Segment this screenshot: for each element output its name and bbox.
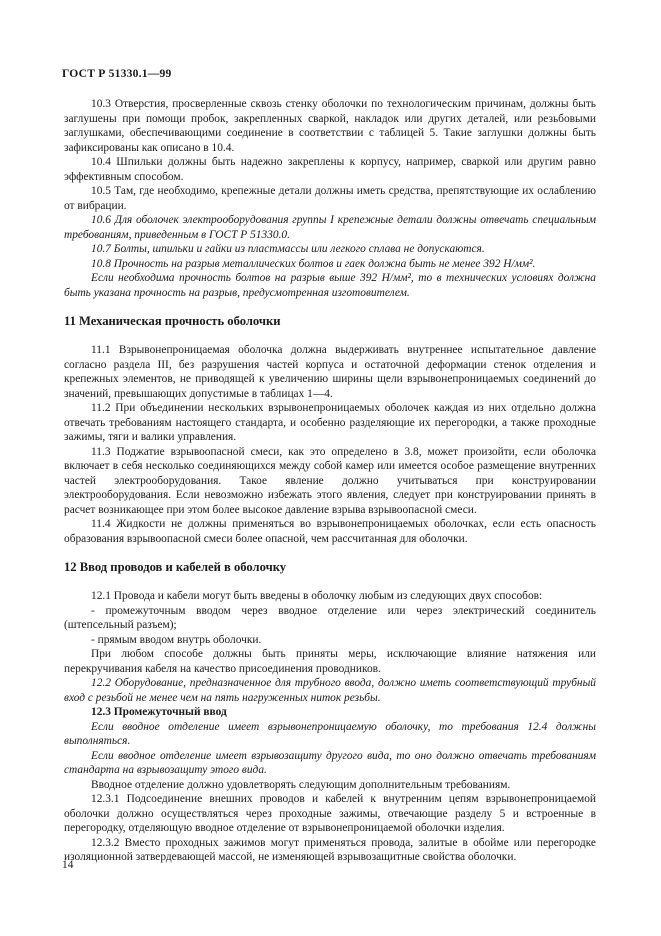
subsection-12-3-title: 12.3 Промежуточный ввод xyxy=(91,706,227,718)
paragraph-10-4: 10.4 Шпильки должны быть надежно закреплены к корпусу, например, сваркой или другим равно эффективным способом. xyxy=(64,156,596,183)
paragraph-11-3: 11.3 Поджатие взрывоопасной смеси, как это определено в 3.8, может произойти, если оболочка включает в себя несколько соединяющихся между собой камер или имеется особое размещение внутренних частей электрооборудования. Такое явление должно учитываться при конструировании электрооборудования. Если невозможно избежать этого явления, следует при конструировании принять в расчет возникающее при этом более высокое давление взрыва взрывоопасной смеси. xyxy=(64,445,596,516)
paragraph-12-3-1: 12.3.1 Подсоединение внешних проводов и кабелей к внутренним цепям взрывонепроницаемой оболочки должно осуществляться через проходные зажимы, отвечающие разделу 5 и встроенные в перегородку, отделяющую вводное отделение от взрывонепроницаемой оболочки изделия. xyxy=(64,793,596,834)
paragraph-12-3-2: 12.3.2 Вместо проходных зажимов могут применяться провода, залитые в обойме или перегородке изоляционной затвердевающей массой, не изменяющей взрывозащитные свойства оболочки. xyxy=(64,836,596,863)
paragraph-10-6: 10.6 Для оболочек электрооборудования группы I крепежные детали должны отвечать специальным требованиям, приведенным в ГОСТ Р 51330.0. xyxy=(64,214,596,241)
paragraph-12-1-item-b: - прямым вводом внутрь оболочки. xyxy=(91,633,262,646)
body-text xyxy=(64,97,596,865)
paragraph-10-7: 10.7 Болты, шпильки и гайки из пластмассы или легкого сплава не допускаются. xyxy=(91,243,485,255)
paragraph-11-2: 11.2 При объединении нескольких взрывонепроницаемых оболочек каждая из них отдельно должна отвечать требованиям настоящего стандарта, и особенно разделяющие их перегородки, а также проходные зажимы, тяги и валики управления. xyxy=(64,402,596,443)
paragraph-10-3: 10.3 Отверстия, просверленные сквозь стенку оболочки по технологическим причинам, должны быть заглушены при помощи пробок, закрепленных сваркой, накладок или других деталей, или резьбовыми заглушками, обеспечивающими соединение в соответствии с таблицей 5. Такие заглушки должны быть зафиксированы как описано в 10.4. xyxy=(64,98,596,154)
document-id: ГОСТ Р 51330.1—99 xyxy=(62,67,172,80)
paragraph-10-8: 10.8 Прочность на разрыв металлических болтов и гаек должна быть не менее 392 Н/мм². xyxy=(91,257,536,270)
page-number: 14 xyxy=(62,859,74,871)
paragraph-10-8-note: Если необходима прочность болтов на разрыв выше 392 Н/мм², то в технических условиях должна быть указана прочность на разрыв, предусмотренная изготовителем. xyxy=(64,272,596,299)
paragraph-12-3-c: Вводное отделение должно удовлетворять следующим дополнительным требованиям. xyxy=(91,778,511,791)
paragraph-10-5: 10.5 Там, где необходимо, крепежные детали должны иметь средства, препятствующие их ослаблению от вибрации. xyxy=(64,185,596,212)
paragraph-12-1-note: При любом способе должны быть приняты меры, исключающие влияние натяжения или перекручивания кабеля на качество присоединения проводников. xyxy=(64,648,596,675)
paragraph-11-1: 11.1 Взрывонепроницаемая оболочка должна выдерживать внутреннее испытательное давление согласно раздела III, без разрушения частей корпуса и остаточной деформации стенок отделения и крепежных элементов, не приводящей к увеличению ширины щели взрывонепроницаемых соединений до значений, превышающих допустимые в таблицах 1—4. xyxy=(64,344,596,400)
paragraph-12-2: 12.2 Оборудование, предназначенное для трубного ввода, должно иметь соответствующий трубный вход с резьбой не менее чем на пять нагруженных ниток резьбы. xyxy=(64,677,596,704)
paragraph-11-4: 11.4 Жидкости не должны применяться во взрывонепроницаемых оболочках, если есть опасность образования взрывоопасной смеси более опасной, чем рассчитанная для оболочки. xyxy=(64,518,596,545)
paragraph-12-3-b: Если вводное отделение имеет взрывозащиту другого вида, то оно должно отвечать требованиям стандарта на взрывозащиту этого вида. xyxy=(64,749,596,776)
section-12-title: 12 Ввод проводов и кабелей в оболочку xyxy=(64,560,287,574)
paragraph-12-3-a: Если вводное отделение имеет взрывонепроницаемую оболочку, то требования 12.4 должны выполняться. xyxy=(64,720,596,747)
paragraph-12-1-item-a: - промежуточным вводом через вводное отделение или через электрический соединитель (штепсельный разъем); xyxy=(64,604,596,631)
paragraph-12-1: 12.1 Провода и кабели могут быть введены в оболочку любым из следующих двух способов: xyxy=(91,590,543,602)
section-11-title: 11 Механическая прочность оболочки xyxy=(64,314,281,328)
